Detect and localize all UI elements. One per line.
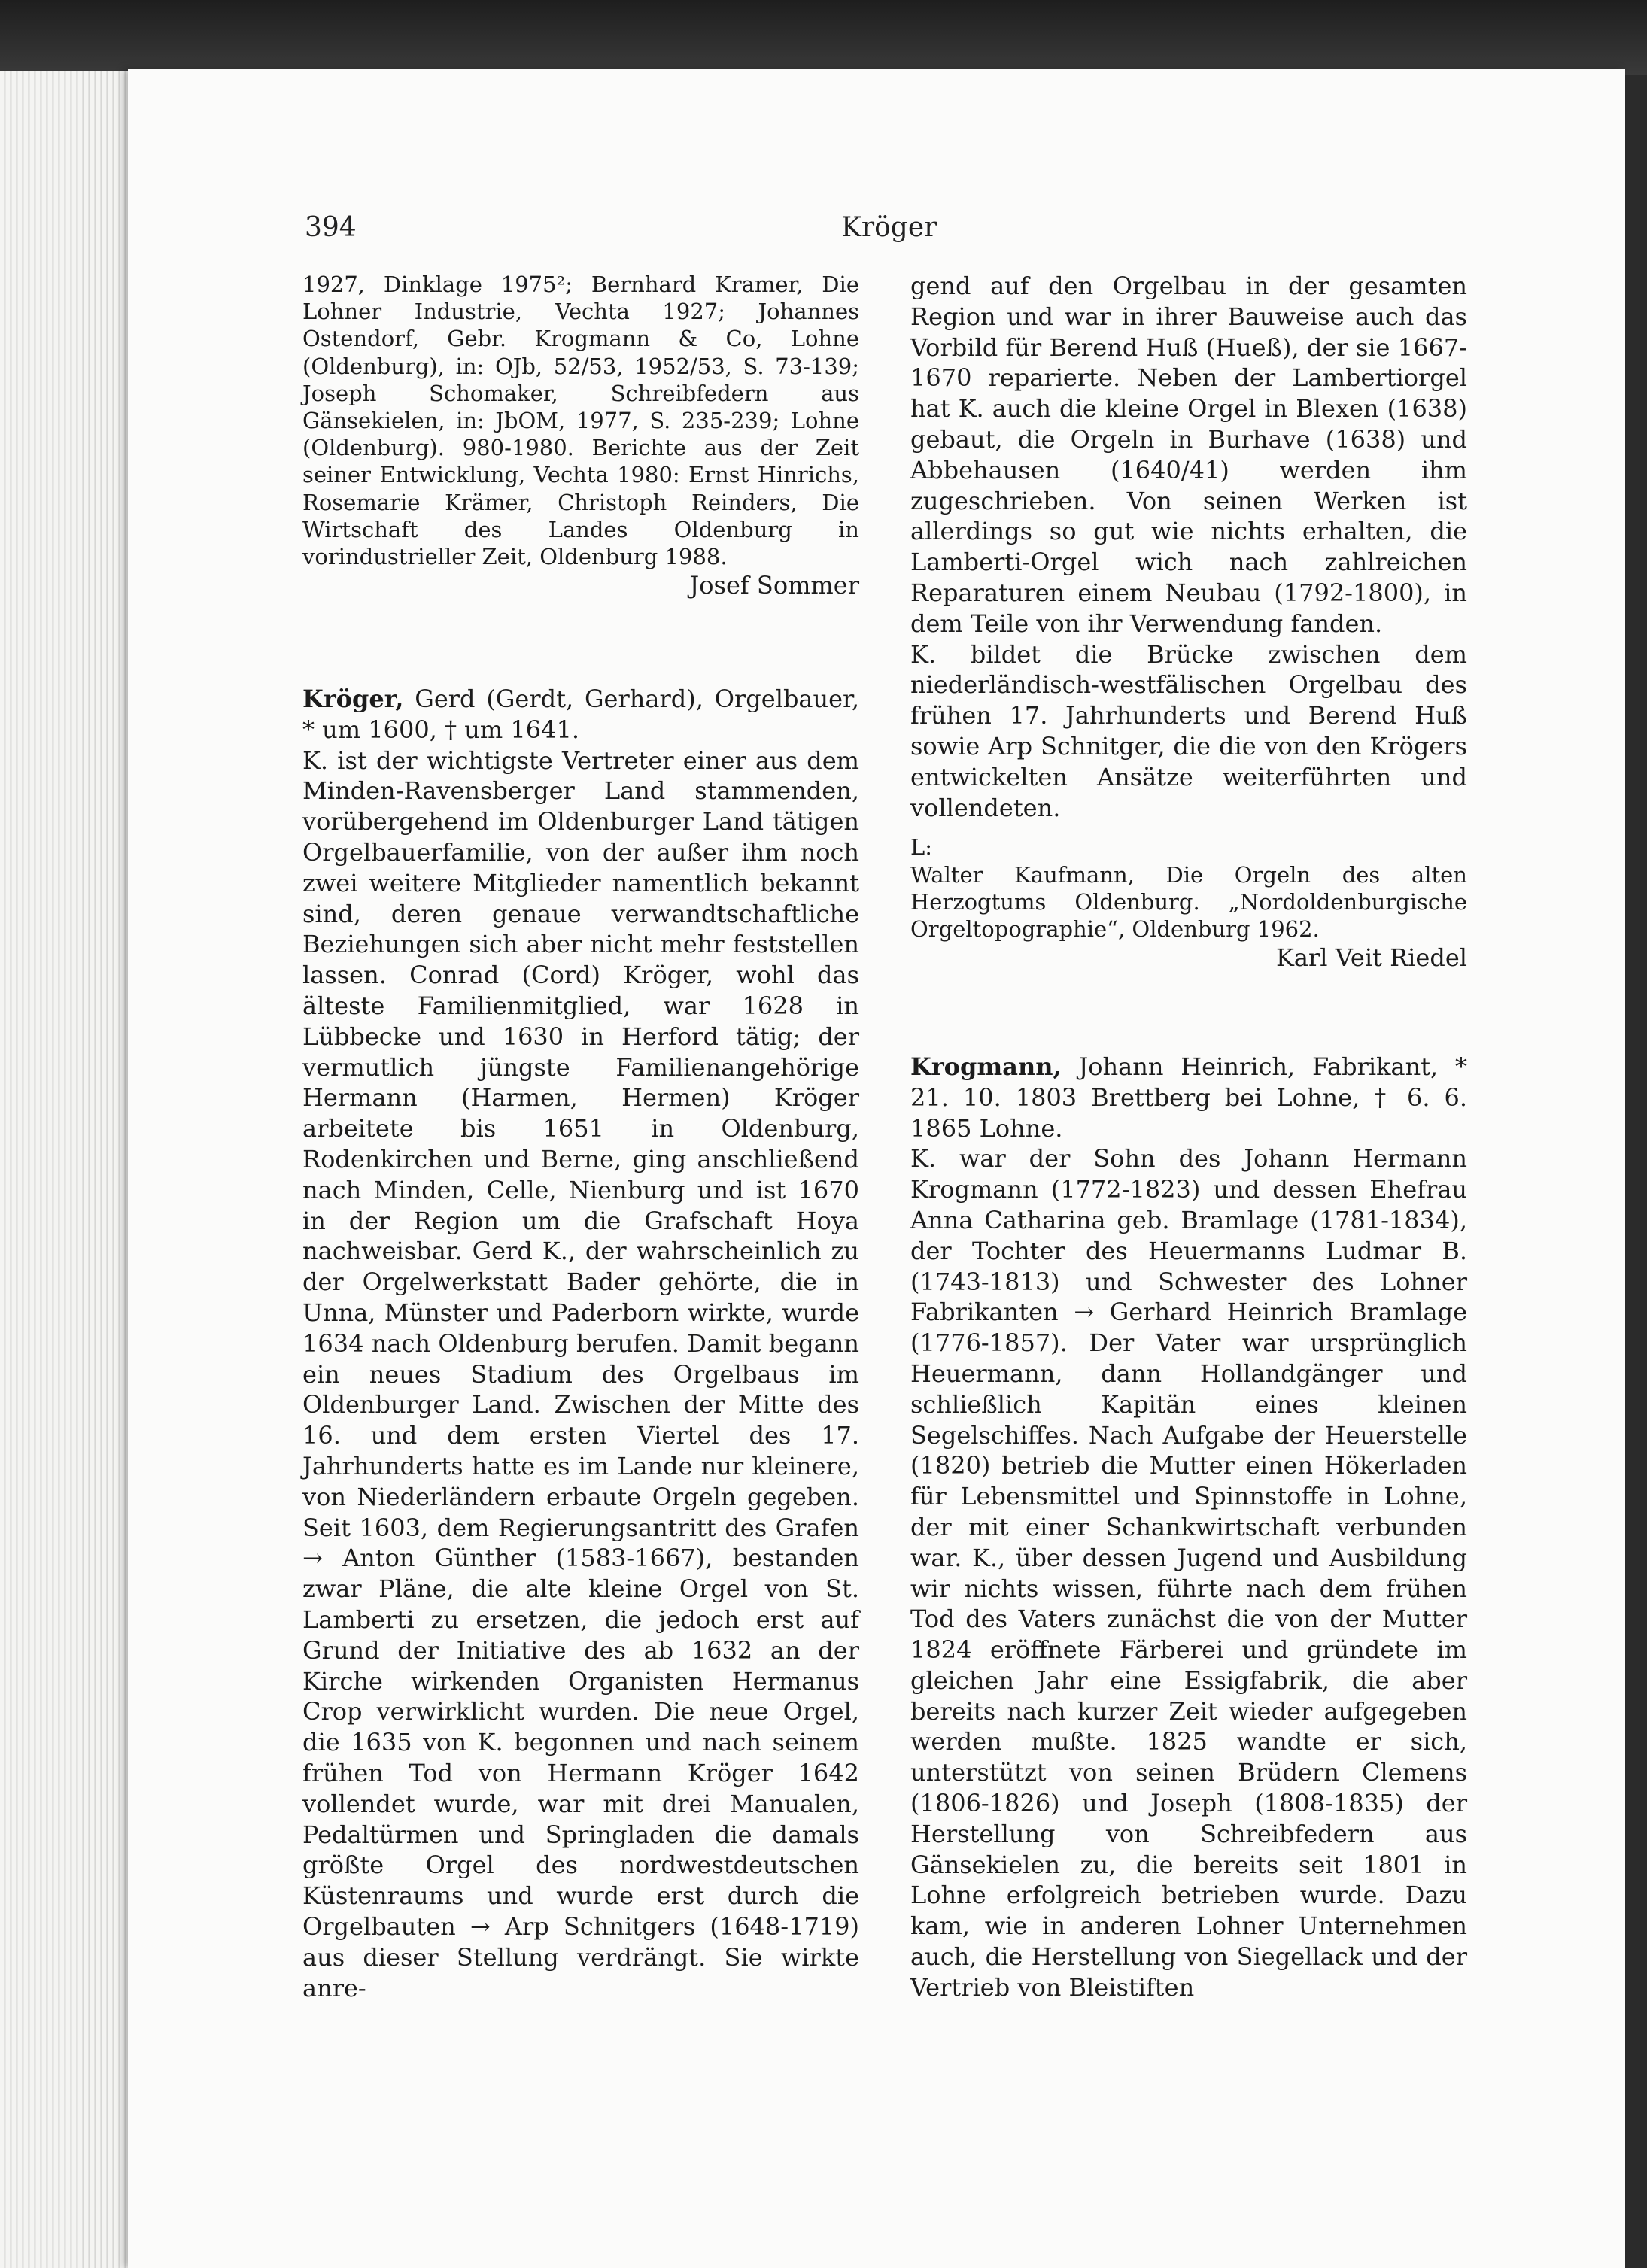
bibliography-author: Josef Sommer	[689, 571, 859, 600]
entry-body-kroeger: K. ist der wichtigste Vertreter einer aus dem Minden-Ravensberger Land stammenden, vorübergehend im Oldenburger Land tätigen Orgelbauerfamilie, von der außer ihm noch zwei weitere Mitglieder namentlich bekannt sind, deren genaue verwandtschaftliche Beziehungen sich aber nicht mehr feststellen lassen. Conrad (Cord) Kröger, wohl das älteste Familienmitglied, war 1628 in Lübbecke und 1630 in Herford tätig; der vermutlich jüngste Familienangehörige Hermann (Harmen, Hermen) Kröger arbeitete bis 1651 in Oldenburg, Rodenkirchen und Berne, ging anschließend nach Minden, Celle, Nienburg und ist 1670 in der Region um die Grafschaft Hoya nachweisbar. Gerd K., der wahrscheinlich zu der Orgelwerkstatt Bader gehörte, die in Unna, Münster und Paderborn wirkte, wurde 1634 nach Oldenburg berufen. Damit begann ein neues Stadium des Orgelbaus im Oldenburger Land. Zwischen der Mitte des 16. und dem ersten Viertel des 17. Jahrhunderts hatte es im Lande nur kleinere, von Niederländern erbaute Orgeln gegeben. Seit 1603, dem Regierungsantritt des Grafen → Anton Günther (1583-1667), bestanden zwar Pläne, die alte kleine Orgel von St. Lamberti zu ersetzen, die jedoch erst auf Grund der Initiative des ab 1632 an der Kirche wirkenden Organisten Hermanus Crop verwirklicht wurden. Die neue Orgel, die 1635 von K. begonnen und nach seinem frühen Tod von Hermann Kröger 1642 vollendet wurde, war mit drei Manualen, Pedaltürmen und Springladen die damals größte Orgel des nordwestdeutschen Küstenraums und wurde erst durch die Orgelbauten → Arp Schnitgers (1648-1719) aus dieser Stellung verdrängt. Sie wirkte anre-	[302, 745, 859, 2002]
entry-body-krogmann: K. war der Sohn des Johann Hermann Krogmann (1772-1823) und dessen Ehefrau Anna Catharina geb. Bramlage (1781-1834), der Tochter des Heuermanns Ludmar B. (1743-1813) und Schwester des Lohner Fabrikanten → Gerhard Heinrich Bramlage (1776-1857). Der Vater war ursprünglich Heuermann, dann Hollandgänger und schließlich Kapitän eines kleinen Segelschiffes. Nach Aufgabe der Heuerstelle (1820) betrieb die Mutter einen Hökerladen für Lebensmittel und Spinnstoffe in Lohne, der mit einer Schankwirtschaft verbunden war. K., über dessen Jugend und Ausbildung wir nichts wissen, führte nach dem frühen Tod des Vaters zunächst die von der Mutter 1824 eröffnete Färberei und gründete im gleichen Jahr eine Essigfabrik, die aber bereits nach kurzer Zeit wieder aufgegeben werden mußte. 1825 wandte er sich, unterstützt von seinen Brüdern Clemens (1806-1826) und Joseph (1808-1835) der Herstellung von Schreibfedern aus Gänsekielen zu, die bereits seit 1801 in Lohne erfolgreich betrieben wurde. Dazu kam, wie in anderen Lohner Unternehmen auch, die Herstellung von Siegellack und der Vertrieb von Bleistiften	[910, 1144, 1467, 2002]
entry-subtitle-krogmann: Johann Heinrich, Fabrikant, * 21. 10. 1803 Brettberg bei Lohne, † 6. 6. 1865 Lohne.	[910, 1052, 1467, 1143]
literature-author: Karl Veit Riedel	[1276, 943, 1467, 973]
entry-name-krogmann: Krogmann,	[910, 1052, 1062, 1081]
page-number: 394	[305, 212, 357, 243]
entry-body-kroeger-cont: gend auf den Orgelbau in der gesamten Region und war in ihrer Bauweise auch das Vorbild für Berend Huß (Hueß), der sie 1667-1670 reparierte. Neben der Lambertiorgel hat K. auch die kleine Orgel in Blexen (1638) gebaut, die Orgeln in Burhave (1638) und Abbehausen (1640/41) werden ihm zugeschrieben. Von seinen Werken ist allerdings so gut wie nichts erhalten, die Lamberti-Orgel wich nach zahlreichen Reparaturen einem Neubau (1792-1800), in dem Teile von ihr Verwendung fanden.	[910, 272, 1467, 638]
scanner-background	[0, 0, 1647, 75]
left-column	[302, 271, 859, 2003]
entry-name-kroeger: Kröger,	[302, 685, 404, 714]
bibliography-text: 1927, Dinklage 1975²; Bernhard Kramer, Die Lohner Industrie, Vechta 1927; Johannes Ostendorf, Gebr. Krogmann & Co, Lohne (Oldenburg), in: OJb, 52/53, 1952/53, S. 73-139; Joseph Schomaker, Schreibfedern aus Gänsekielen, in: JbOM, 1977, S. 235-239; Lohne (Oldenburg). 980-1980. Berichte aus der Zeit seiner Entwicklung, Vechta 1980: Ernst Hinrichs, Rosemarie Krämer, Christoph Reinders, Die Wirtschaft des Landes Oldenburg in vorindustrieller Zeit, Oldenburg 1988.	[302, 272, 859, 570]
literature-text: Walter Kaufmann, Die Orgeln des alten Herzogtums Oldenburg. „Nordoldenburgische Orgeltopographie“, Oldenburg 1962.	[910, 861, 1467, 942]
running-head: Kröger	[841, 212, 937, 243]
literature-label: L:	[910, 834, 933, 861]
entry-heading-kroeger	[302, 684, 859, 745]
entry-heading-krogmann	[910, 1052, 1467, 1143]
entry-body-kroeger-summary: K. bildet die Brücke zwischen dem niederländisch-westfälischen Orgelbau des frühen 17. Jahrhunderts und Berend Huß sowie Arp Schnitger, die die von den Krögers entwickelten Ansätze weiterführten und vollendeten.	[910, 639, 1467, 822]
book-page-edges	[0, 71, 132, 2268]
entry-subtitle-kroeger: Gerd (Gerdt, Gerhard), Orgelbauer, * um 1600, † um 1641.	[302, 685, 859, 744]
right-column	[910, 271, 1467, 2003]
